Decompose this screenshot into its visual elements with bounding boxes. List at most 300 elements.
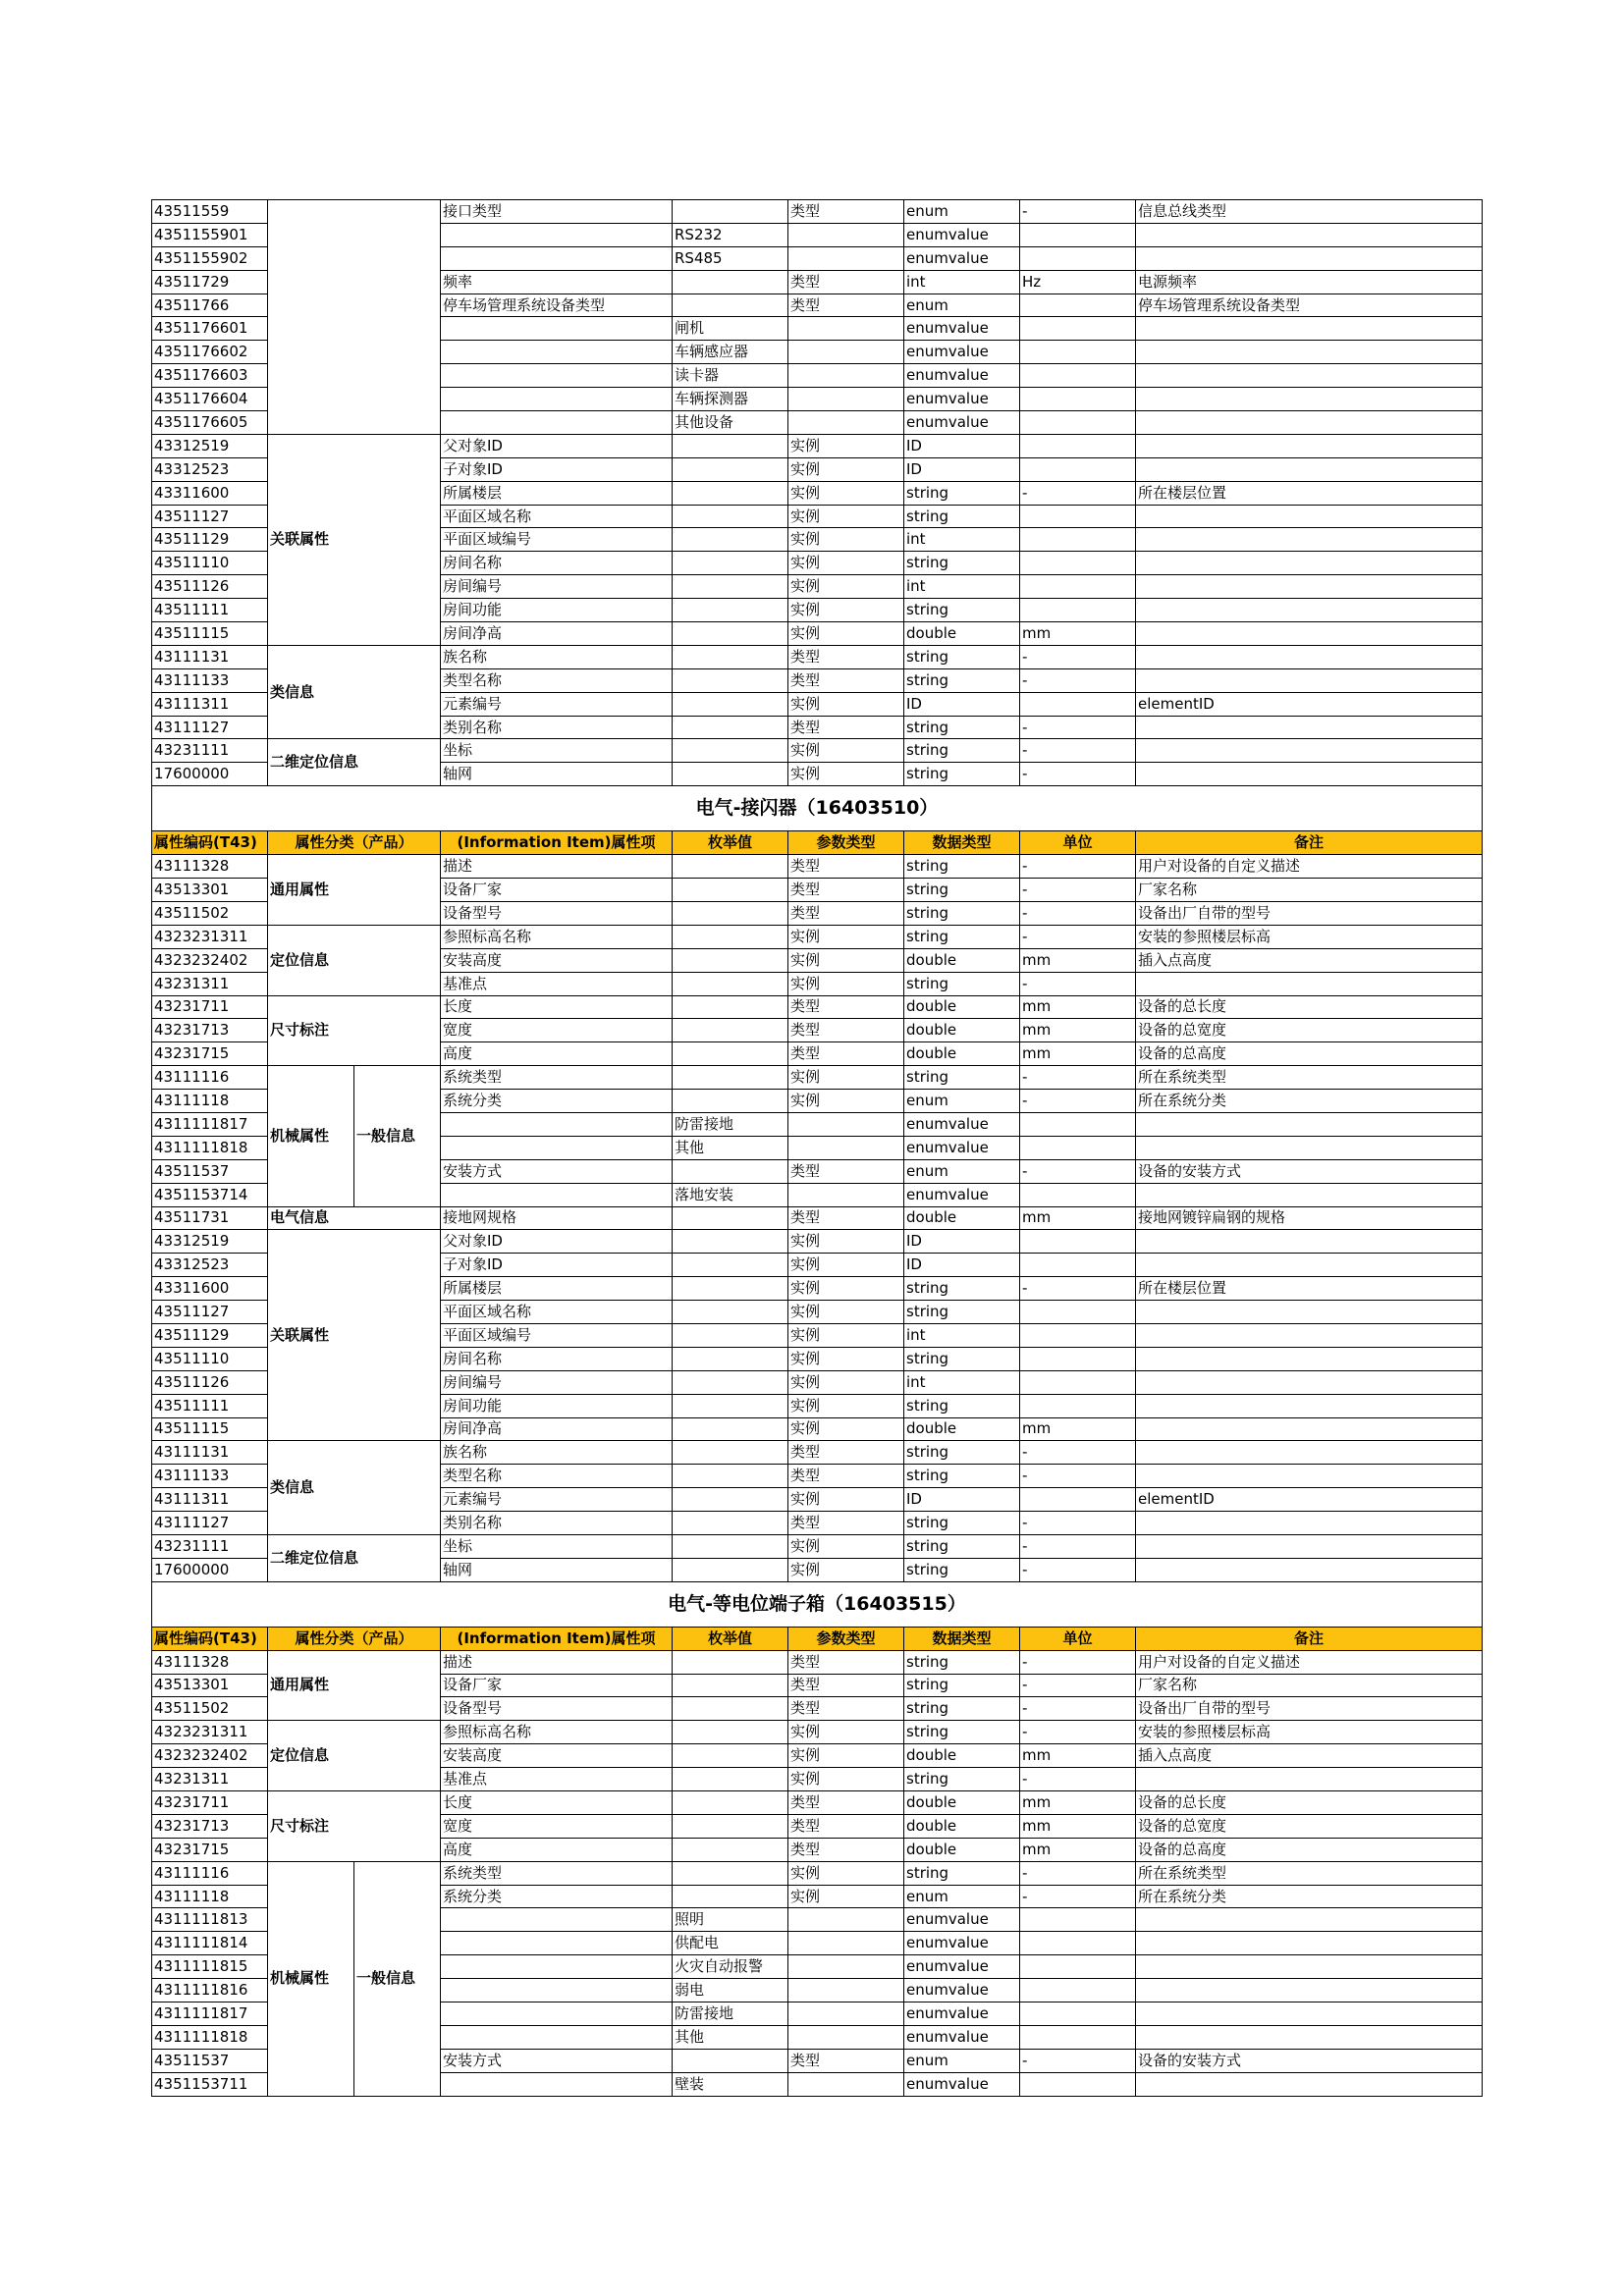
enum-value-cell — [673, 1066, 788, 1090]
enum-value-cell — [673, 1370, 788, 1394]
attr-code-cell: 43311600 — [152, 481, 268, 505]
attr-item-cell: 房间净高 — [441, 622, 673, 646]
enum-value-cell — [673, 1861, 788, 1885]
remark-cell — [1136, 1394, 1483, 1417]
unit-cell — [1020, 246, 1136, 270]
remark-cell: 所在系统类型 — [1136, 1066, 1483, 1090]
data-type-cell: string — [904, 1301, 1020, 1324]
group-label-cell — [268, 200, 441, 435]
enum-value-cell — [673, 1090, 788, 1113]
attr-item-cell: 长度 — [441, 995, 673, 1019]
enum-value-cell — [673, 716, 788, 739]
attr-code-cell: 17600000 — [152, 763, 268, 786]
unit-cell: - — [1020, 716, 1136, 739]
attr-code-cell: 4351155902 — [152, 246, 268, 270]
unit-cell — [1020, 2025, 1136, 2049]
remark-cell: 设备的总高度 — [1136, 1838, 1483, 1861]
data-type-cell: enumvalue — [904, 1932, 1020, 1955]
enum-value-cell: 闸机 — [673, 317, 788, 341]
remark-cell — [1136, 1301, 1483, 1324]
unit-cell — [1020, 317, 1136, 341]
attr-code-cell: 43111311 — [152, 1488, 268, 1512]
attr-code-cell: 43111131 — [152, 645, 268, 668]
group-label-cell: 二维定位信息 — [268, 739, 441, 786]
param-type-cell: 实例 — [788, 948, 904, 972]
unit-cell — [1020, 505, 1136, 528]
attr-item-cell — [441, 317, 673, 341]
unit-cell: - — [1020, 1534, 1136, 1558]
param-type-cell: 类型 — [788, 1814, 904, 1838]
data-type-cell: double — [904, 1744, 1020, 1768]
enum-value-cell — [673, 948, 788, 972]
attr-code-cell: 43511110 — [152, 1347, 268, 1370]
remark-cell: 所在系统类型 — [1136, 1861, 1483, 1885]
header-cell: 属性编码(T43) — [152, 1627, 268, 1650]
data-type-cell: enumvalue — [904, 411, 1020, 435]
data-type-cell: enumvalue — [904, 1136, 1020, 1159]
attr-item-cell: 描述 — [441, 1650, 673, 1674]
data-type-cell: ID — [904, 1230, 1020, 1254]
table-row — [152, 1230, 1483, 1254]
attr-item-cell: 参照标高名称 — [441, 1721, 673, 1744]
unit-cell: - — [1020, 1277, 1136, 1301]
unit-cell: - — [1020, 739, 1136, 763]
param-type-cell: 类型 — [788, 270, 904, 294]
enum-value-cell — [673, 200, 788, 224]
group-label-cell: 定位信息 — [268, 1721, 441, 1791]
param-type-cell: 类型 — [788, 1512, 904, 1535]
data-type-cell: string — [904, 1768, 1020, 1791]
param-type-cell: 实例 — [788, 1347, 904, 1370]
header-cell: 备注 — [1136, 1627, 1483, 1650]
remark-cell: 设备的安装方式 — [1136, 2049, 1483, 2072]
table-row — [152, 1791, 1483, 1815]
enum-value-cell — [673, 622, 788, 646]
attr-item-cell — [441, 341, 673, 364]
attr-item-cell: 房间净高 — [441, 1417, 673, 1441]
param-type-cell — [788, 317, 904, 341]
enum-value-cell — [673, 1254, 788, 1277]
data-type-cell: int — [904, 528, 1020, 552]
param-type-cell: 实例 — [788, 434, 904, 457]
enum-value-cell — [673, 294, 788, 317]
enum-value-cell — [673, 1042, 788, 1066]
unit-cell: Hz — [1020, 270, 1136, 294]
unit-cell: - — [1020, 1697, 1136, 1721]
data-type-cell: double — [904, 1206, 1020, 1230]
enum-value-cell — [673, 925, 788, 948]
unit-cell: - — [1020, 668, 1136, 692]
data-type-cell: string — [904, 599, 1020, 622]
param-type-cell: 类型 — [788, 1441, 904, 1465]
attr-item-cell: 房间功能 — [441, 599, 673, 622]
unit-cell: - — [1020, 855, 1136, 879]
remark-cell — [1136, 2025, 1483, 2049]
enum-value-cell — [673, 645, 788, 668]
param-type-cell: 类型 — [788, 1042, 904, 1066]
param-type-cell — [788, 1112, 904, 1136]
unit-cell: - — [1020, 200, 1136, 224]
unit-cell: - — [1020, 1861, 1136, 1885]
attr-code-cell: 43511766 — [152, 294, 268, 317]
unit-cell: - — [1020, 901, 1136, 925]
attr-code-cell: 43111127 — [152, 716, 268, 739]
attr-item-cell — [441, 1112, 673, 1136]
attr-code-cell: 43511127 — [152, 1301, 268, 1324]
attr-code-cell: 4323231311 — [152, 1721, 268, 1744]
data-type-cell: ID — [904, 1488, 1020, 1512]
enum-value-cell: RS485 — [673, 246, 788, 270]
param-type-cell: 类型 — [788, 879, 904, 902]
attr-item-cell: 频率 — [441, 270, 673, 294]
param-type-cell — [788, 1955, 904, 1979]
attr-code-cell: 4311111814 — [152, 1932, 268, 1955]
param-type-cell — [788, 1979, 904, 2002]
remark-cell: 停车场管理系统设备类型 — [1136, 294, 1483, 317]
enum-value-cell — [673, 1697, 788, 1721]
section-title-row — [152, 1581, 1483, 1627]
enum-value-cell — [673, 434, 788, 457]
enum-value-cell — [673, 995, 788, 1019]
remark-cell — [1136, 2072, 1483, 2096]
group-label-cell: 通用属性 — [268, 855, 441, 926]
param-type-cell — [788, 1908, 904, 1932]
data-type-cell: string — [904, 668, 1020, 692]
param-type-cell: 类型 — [788, 1019, 904, 1042]
remark-cell — [1136, 1254, 1483, 1277]
enum-value-cell — [673, 1465, 788, 1488]
attr-item-cell: 族名称 — [441, 1441, 673, 1465]
attr-item-cell: 设备型号 — [441, 901, 673, 925]
enum-value-cell: 其他 — [673, 1136, 788, 1159]
attr-code-cell: 43231715 — [152, 1838, 268, 1861]
data-type-cell: string — [904, 879, 1020, 902]
enum-value-cell — [673, 855, 788, 879]
remark-cell — [1136, 622, 1483, 646]
unit-cell — [1020, 1394, 1136, 1417]
remark-cell: 设备的总宽度 — [1136, 1019, 1483, 1042]
unit-cell — [1020, 1979, 1136, 2002]
remark-cell — [1136, 1558, 1483, 1581]
param-type-cell: 实例 — [788, 1721, 904, 1744]
data-type-cell: double — [904, 1838, 1020, 1861]
attr-code-cell: 43231713 — [152, 1019, 268, 1042]
header-cell: 参数类型 — [788, 1627, 904, 1650]
table-row — [152, 1441, 1483, 1465]
attr-item-cell — [441, 411, 673, 435]
unit-cell — [1020, 341, 1136, 364]
param-type-cell: 实例 — [788, 739, 904, 763]
unit-cell — [1020, 1323, 1136, 1347]
attr-code-cell: 43511115 — [152, 1417, 268, 1441]
remark-cell: elementID — [1136, 1488, 1483, 1512]
unit-cell — [1020, 2002, 1136, 2026]
unit-cell — [1020, 223, 1136, 246]
enum-value-cell — [673, 1512, 788, 1535]
param-type-cell: 实例 — [788, 1861, 904, 1885]
remark-cell: 所在系统分类 — [1136, 1090, 1483, 1113]
param-type-cell: 实例 — [788, 1323, 904, 1347]
group-label-cell: 机械属性 — [268, 1861, 354, 2096]
param-type-cell: 实例 — [788, 1090, 904, 1113]
data-type-cell: double — [904, 1417, 1020, 1441]
enum-value-cell — [673, 270, 788, 294]
remark-cell: 厂家名称 — [1136, 1674, 1483, 1697]
remark-cell — [1136, 1323, 1483, 1347]
remark-cell — [1136, 1465, 1483, 1488]
enum-value-cell — [673, 1558, 788, 1581]
param-type-cell: 类型 — [788, 294, 904, 317]
table-row — [152, 925, 1483, 948]
param-type-cell: 类型 — [788, 901, 904, 925]
data-type-cell: enumvalue — [904, 1112, 1020, 1136]
attr-item-cell: 坐标 — [441, 1534, 673, 1558]
remark-cell — [1136, 668, 1483, 692]
data-type-cell: string — [904, 1066, 1020, 1090]
data-type-cell: string — [904, 1861, 1020, 1885]
unit-cell — [1020, 1136, 1136, 1159]
attr-item-cell: 宽度 — [441, 1019, 673, 1042]
unit-cell — [1020, 552, 1136, 575]
attr-item-cell — [441, 1183, 673, 1206]
attr-code-cell: 4351176602 — [152, 341, 268, 364]
attr-item-cell: 房间名称 — [441, 552, 673, 575]
attr-code-cell: 43231711 — [152, 1791, 268, 1815]
unit-cell: mm — [1020, 1206, 1136, 1230]
attr-item-cell: 设备型号 — [441, 1697, 673, 1721]
attr-code-cell: 43111328 — [152, 1650, 268, 1674]
unit-cell — [1020, 1347, 1136, 1370]
group-label-cell: 类信息 — [268, 1441, 441, 1535]
attr-code-cell: 4311111816 — [152, 1979, 268, 2002]
unit-cell — [1020, 575, 1136, 599]
unit-cell — [1020, 1254, 1136, 1277]
remark-cell — [1136, 223, 1483, 246]
data-type-cell: double — [904, 622, 1020, 646]
enum-value-cell: 火灾自动报警 — [673, 1955, 788, 1979]
data-type-cell: string — [904, 1534, 1020, 1558]
unit-cell: - — [1020, 1441, 1136, 1465]
enum-value-cell — [673, 505, 788, 528]
param-type-cell: 类型 — [788, 995, 904, 1019]
param-type-cell — [788, 411, 904, 435]
remark-cell: 设备的总长度 — [1136, 1791, 1483, 1815]
unit-cell: mm — [1020, 1744, 1136, 1768]
param-type-cell — [788, 246, 904, 270]
data-type-cell: enumvalue — [904, 1183, 1020, 1206]
remark-cell — [1136, 1441, 1483, 1465]
enum-value-cell: 弱电 — [673, 1979, 788, 2002]
attr-item-cell: 房间编号 — [441, 1370, 673, 1394]
unit-cell — [1020, 1112, 1136, 1136]
unit-cell: - — [1020, 1885, 1136, 1908]
remark-cell — [1136, 1932, 1483, 1955]
attr-code-cell: 43111328 — [152, 855, 268, 879]
attr-code-cell: 4311111815 — [152, 1955, 268, 1979]
unit-cell: - — [1020, 1558, 1136, 1581]
remark-cell — [1136, 763, 1483, 786]
remark-cell — [1136, 457, 1483, 481]
table-row — [152, 1066, 1483, 1090]
header-cell: (Information Item)属性项 — [441, 1627, 673, 1650]
section-title-row — [152, 786, 1483, 831]
param-type-cell: 实例 — [788, 575, 904, 599]
enum-value-cell — [673, 1838, 788, 1861]
remark-cell — [1136, 1979, 1483, 2002]
enum-value-cell — [673, 668, 788, 692]
attr-item-cell: 描述 — [441, 855, 673, 879]
unit-cell: mm — [1020, 622, 1136, 646]
remark-cell — [1136, 1768, 1483, 1791]
enum-value-cell — [673, 1347, 788, 1370]
data-type-cell: string — [904, 855, 1020, 879]
param-type-cell: 实例 — [788, 1254, 904, 1277]
unit-cell: - — [1020, 879, 1136, 902]
data-type-cell: string — [904, 1650, 1020, 1674]
data-type-cell: int — [904, 1323, 1020, 1347]
attr-item-cell: 所属楼层 — [441, 481, 673, 505]
attr-code-cell: 43111116 — [152, 1861, 268, 1885]
data-type-cell: enumvalue — [904, 388, 1020, 411]
unit-cell: - — [1020, 1674, 1136, 1697]
attr-code-cell: 4351176601 — [152, 317, 268, 341]
enum-value-cell — [673, 879, 788, 902]
attr-code-cell: 43231311 — [152, 972, 268, 995]
unit-cell: mm — [1020, 948, 1136, 972]
unit-cell: - — [1020, 1650, 1136, 1674]
param-type-cell: 类型 — [788, 200, 904, 224]
attr-code-cell: 43511502 — [152, 1697, 268, 1721]
data-type-cell: enum — [904, 1885, 1020, 1908]
attr-item-cell: 平面区域编号 — [441, 528, 673, 552]
enum-value-cell — [673, 901, 788, 925]
enum-value-cell — [673, 1791, 788, 1815]
enum-value-cell — [673, 481, 788, 505]
unit-cell — [1020, 434, 1136, 457]
group-label-cell: 二维定位信息 — [268, 1534, 441, 1581]
enum-value-cell — [673, 972, 788, 995]
enum-value-cell: 读卡器 — [673, 364, 788, 388]
attr-item-cell: 长度 — [441, 1791, 673, 1815]
param-type-cell: 实例 — [788, 925, 904, 948]
attr-item-cell: 系统类型 — [441, 1861, 673, 1885]
enum-value-cell — [673, 1441, 788, 1465]
remark-cell: 信息总线类型 — [1136, 200, 1483, 224]
group-label-cell: 定位信息 — [268, 925, 441, 995]
data-type-cell: enumvalue — [904, 364, 1020, 388]
data-type-cell: enum — [904, 200, 1020, 224]
param-type-cell: 实例 — [788, 1534, 904, 1558]
data-type-cell: string — [904, 1347, 1020, 1370]
remark-cell — [1136, 1955, 1483, 1979]
subgroup-label-cell: 一般信息 — [354, 1066, 441, 1206]
attr-item-cell: 父对象ID — [441, 1230, 673, 1254]
table-row — [152, 855, 1483, 879]
unit-cell: mm — [1020, 1814, 1136, 1838]
attr-code-cell: 43111131 — [152, 1441, 268, 1465]
enum-value-cell: 壁装 — [673, 2072, 788, 2096]
unit-cell: mm — [1020, 995, 1136, 1019]
unit-cell: - — [1020, 481, 1136, 505]
remark-cell — [1136, 552, 1483, 575]
attr-item-cell: 设备厂家 — [441, 1674, 673, 1697]
remark-cell: 设备的安装方式 — [1136, 1159, 1483, 1183]
unit-cell: - — [1020, 1159, 1136, 1183]
attr-code-cell: 4311111818 — [152, 2025, 268, 2049]
remark-cell: 所在楼层位置 — [1136, 481, 1483, 505]
attr-code-cell: 43312519 — [152, 1230, 268, 1254]
attr-item-cell: 类型名称 — [441, 1465, 673, 1488]
param-type-cell: 实例 — [788, 481, 904, 505]
enum-value-cell — [673, 1323, 788, 1347]
param-type-cell — [788, 388, 904, 411]
attr-code-cell: 4311111817 — [152, 1112, 268, 1136]
attr-item-cell: 基准点 — [441, 972, 673, 995]
attr-item-cell: 坐标 — [441, 739, 673, 763]
data-type-cell: ID — [904, 692, 1020, 716]
attr-code-cell: 43511126 — [152, 575, 268, 599]
data-type-cell: int — [904, 575, 1020, 599]
enum-value-cell — [673, 1768, 788, 1791]
enum-value-cell — [673, 1885, 788, 1908]
data-type-cell: enumvalue — [904, 317, 1020, 341]
enum-value-cell — [673, 1417, 788, 1441]
param-type-cell: 类型 — [788, 1159, 904, 1183]
unit-cell: - — [1020, 645, 1136, 668]
attr-item-cell — [441, 1932, 673, 1955]
header-cell: 属性分类（产品） — [268, 1627, 441, 1650]
data-type-cell: enum — [904, 1090, 1020, 1113]
data-type-cell: enumvalue — [904, 1979, 1020, 2002]
remark-cell: 设备出厂自带的型号 — [1136, 1697, 1483, 1721]
section-title: 电气-等电位端子箱（16403515） — [152, 1581, 1483, 1627]
data-type-cell: string — [904, 716, 1020, 739]
attr-code-cell: 17600000 — [152, 1558, 268, 1581]
param-type-cell: 类型 — [788, 668, 904, 692]
attr-item-cell: 停车场管理系统设备类型 — [441, 294, 673, 317]
attr-item-cell: 元素编号 — [441, 1488, 673, 1512]
attr-item-cell — [441, 1136, 673, 1159]
unit-cell — [1020, 1301, 1136, 1324]
group-label-cell: 通用属性 — [268, 1650, 441, 1721]
remark-cell: 用户对设备的自定义描述 — [1136, 1650, 1483, 1674]
remark-cell — [1136, 1230, 1483, 1254]
attr-code-cell: 43111127 — [152, 1512, 268, 1535]
enum-value-cell: 防雷接地 — [673, 2002, 788, 2026]
unit-cell: - — [1020, 1768, 1136, 1791]
subgroup-label-cell: 一般信息 — [354, 1861, 441, 2096]
attr-code-cell: 4351153714 — [152, 1183, 268, 1206]
attr-item-cell: 接口类型 — [441, 200, 673, 224]
table-row — [152, 645, 1483, 668]
unit-cell — [1020, 599, 1136, 622]
attr-item-cell: 高度 — [441, 1838, 673, 1861]
attr-item-cell: 系统分类 — [441, 1885, 673, 1908]
attr-item-cell: 平面区域名称 — [441, 1301, 673, 1324]
attr-code-cell: 4351176603 — [152, 364, 268, 388]
unit-cell: - — [1020, 1465, 1136, 1488]
param-type-cell: 类型 — [788, 1838, 904, 1861]
attr-item-cell: 元素编号 — [441, 692, 673, 716]
param-type-cell: 类型 — [788, 1697, 904, 1721]
unit-cell: mm — [1020, 1417, 1136, 1441]
data-type-cell: double — [904, 1791, 1020, 1815]
data-type-cell: string — [904, 925, 1020, 948]
data-type-cell: enumvalue — [904, 1955, 1020, 1979]
attr-item-cell — [441, 2072, 673, 2096]
enum-value-cell — [673, 739, 788, 763]
data-type-cell: string — [904, 645, 1020, 668]
